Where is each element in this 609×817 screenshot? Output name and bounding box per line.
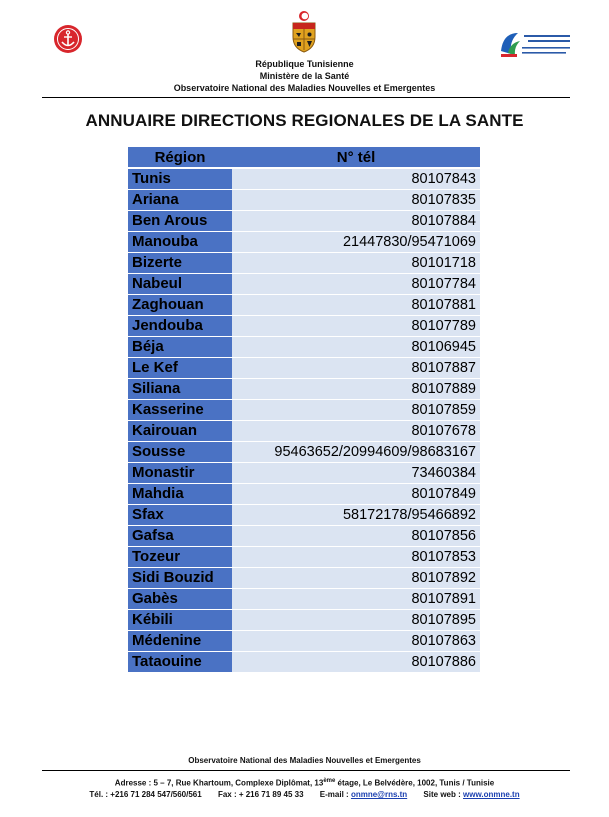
table-row bbox=[128, 316, 480, 337]
region-cell: Bizerte bbox=[128, 253, 232, 274]
tel-cell: 80107887 bbox=[232, 358, 480, 379]
footer-fax: Fax : + 216 71 89 45 33 bbox=[217, 790, 304, 799]
region-cell: Nabeul bbox=[128, 274, 232, 295]
table-row bbox=[128, 211, 480, 232]
tel-cell: 73460384 bbox=[232, 463, 480, 484]
table-row bbox=[128, 484, 480, 505]
footer-web-link[interactable]: www.onmne.tn bbox=[463, 790, 520, 799]
footer-address-sup: ème bbox=[323, 778, 336, 784]
table-row bbox=[128, 589, 480, 610]
table-body bbox=[128, 168, 480, 673]
region-cell: Tataouine bbox=[128, 652, 232, 673]
directory-table bbox=[128, 147, 480, 673]
header-ministry: Ministère de la Santé bbox=[259, 71, 350, 81]
footer-address-start: Adresse : 5 – 7, Rue Khartoum, Complexe Diplômat, 13 bbox=[114, 778, 324, 788]
tel-cell: 80107891 bbox=[232, 589, 480, 610]
region-cell: Gabès bbox=[128, 589, 232, 610]
footer-email-link[interactable]: onmne@rns.tn bbox=[350, 790, 408, 799]
header-country: République Tunisienne bbox=[255, 59, 354, 69]
table-row bbox=[128, 610, 480, 631]
tel-cell: 80107892 bbox=[232, 568, 480, 589]
table-row bbox=[128, 652, 480, 673]
region-cell: Sidi Bouzid bbox=[128, 568, 232, 589]
tel-cell: 80107853 bbox=[232, 547, 480, 568]
table-header-row bbox=[128, 147, 480, 168]
tel-cell: 80107859 bbox=[232, 400, 480, 421]
table-row bbox=[128, 168, 480, 190]
table-row bbox=[128, 295, 480, 316]
footer-address-end: étage, Le Belvédère, 1002, Tunis / Tunisie bbox=[335, 778, 495, 788]
region-cell: Sousse bbox=[128, 442, 232, 463]
footer-tel: Tél. : +216 71 284 547/560/561 bbox=[89, 790, 202, 799]
table-row bbox=[128, 190, 480, 211]
region-cell: Zaghouan bbox=[128, 295, 232, 316]
tel-cell: 80107884 bbox=[232, 211, 480, 232]
tel-cell: 80107886 bbox=[232, 652, 480, 673]
region-cell: Kébili bbox=[128, 610, 232, 631]
region-cell: Gafsa bbox=[128, 526, 232, 547]
header-block bbox=[0, 58, 609, 94]
anchor-emblem-logo bbox=[53, 24, 83, 54]
table-row bbox=[128, 463, 480, 484]
footer-contact bbox=[0, 790, 609, 800]
region-cell: Ben Arous bbox=[128, 211, 232, 232]
tel-cell: 80107843 bbox=[232, 168, 480, 190]
table-row bbox=[128, 337, 480, 358]
region-cell: Siliana bbox=[128, 379, 232, 400]
tel-cell: 80107678 bbox=[232, 421, 480, 442]
tel-cell: 80107881 bbox=[232, 295, 480, 316]
footer-org: Observatoire National des Maladies Nouvelles et Emergentes bbox=[188, 756, 421, 765]
table-row bbox=[128, 253, 480, 274]
tel-cell: 95463652/20994609/98683167 bbox=[232, 442, 480, 463]
table-row bbox=[128, 421, 480, 442]
table-row bbox=[128, 274, 480, 295]
tel-cell: 80107835 bbox=[232, 190, 480, 211]
table-row bbox=[128, 232, 480, 253]
region-cell: Kasserine bbox=[128, 400, 232, 421]
tel-cell: 80107784 bbox=[232, 274, 480, 295]
tel-cell: 80107849 bbox=[232, 484, 480, 505]
footer bbox=[0, 756, 609, 799]
tel-cell: 80106945 bbox=[232, 337, 480, 358]
table-row bbox=[128, 505, 480, 526]
region-cell: Tozeur bbox=[128, 547, 232, 568]
column-header-tel: N° tél bbox=[232, 147, 480, 168]
page-title: ANNUAIRE DIRECTIONS REGIONALES DE LA SANTE bbox=[85, 111, 524, 130]
footer-divider bbox=[42, 770, 570, 771]
region-cell: Jendouba bbox=[128, 316, 232, 337]
region-cell: Le Kef bbox=[128, 358, 232, 379]
tel-cell: 80107863 bbox=[232, 631, 480, 652]
tel-cell: 80107889 bbox=[232, 379, 480, 400]
tel-cell: 80101718 bbox=[232, 253, 480, 274]
table-row bbox=[128, 631, 480, 652]
table-row bbox=[128, 442, 480, 463]
footer-email-label: E-mail : bbox=[319, 790, 349, 799]
footer-web-label: Site web : bbox=[423, 790, 461, 799]
table-row bbox=[128, 379, 480, 400]
table-row bbox=[128, 526, 480, 547]
table-row bbox=[128, 547, 480, 568]
header-observatory: Observatoire National des Maladies Nouvelles et Emergentes bbox=[173, 83, 436, 93]
coat-of-arms-tunisia bbox=[287, 10, 321, 54]
table-row bbox=[128, 568, 480, 589]
column-header-region: Région bbox=[128, 147, 232, 168]
tel-cell: 21447830/95471069 bbox=[232, 232, 480, 253]
region-cell: Médenine bbox=[128, 631, 232, 652]
region-cell: Kairouan bbox=[128, 421, 232, 442]
region-cell: Mahdia bbox=[128, 484, 232, 505]
region-cell: Monastir bbox=[128, 463, 232, 484]
region-cell: Béja bbox=[128, 337, 232, 358]
region-cell: Sfax bbox=[128, 505, 232, 526]
tel-cell: 80107789 bbox=[232, 316, 480, 337]
footer-address bbox=[0, 776, 609, 789]
tel-cell: 80107895 bbox=[232, 610, 480, 631]
region-cell: Tunis bbox=[128, 168, 232, 190]
table-row bbox=[128, 400, 480, 421]
header-divider bbox=[42, 97, 570, 98]
tel-cell: 80107856 bbox=[232, 526, 480, 547]
table-row bbox=[128, 358, 480, 379]
tel-cell: 58172178/95466892 bbox=[232, 505, 480, 526]
region-cell: Ariana bbox=[128, 190, 232, 211]
region-cell: Manouba bbox=[128, 232, 232, 253]
